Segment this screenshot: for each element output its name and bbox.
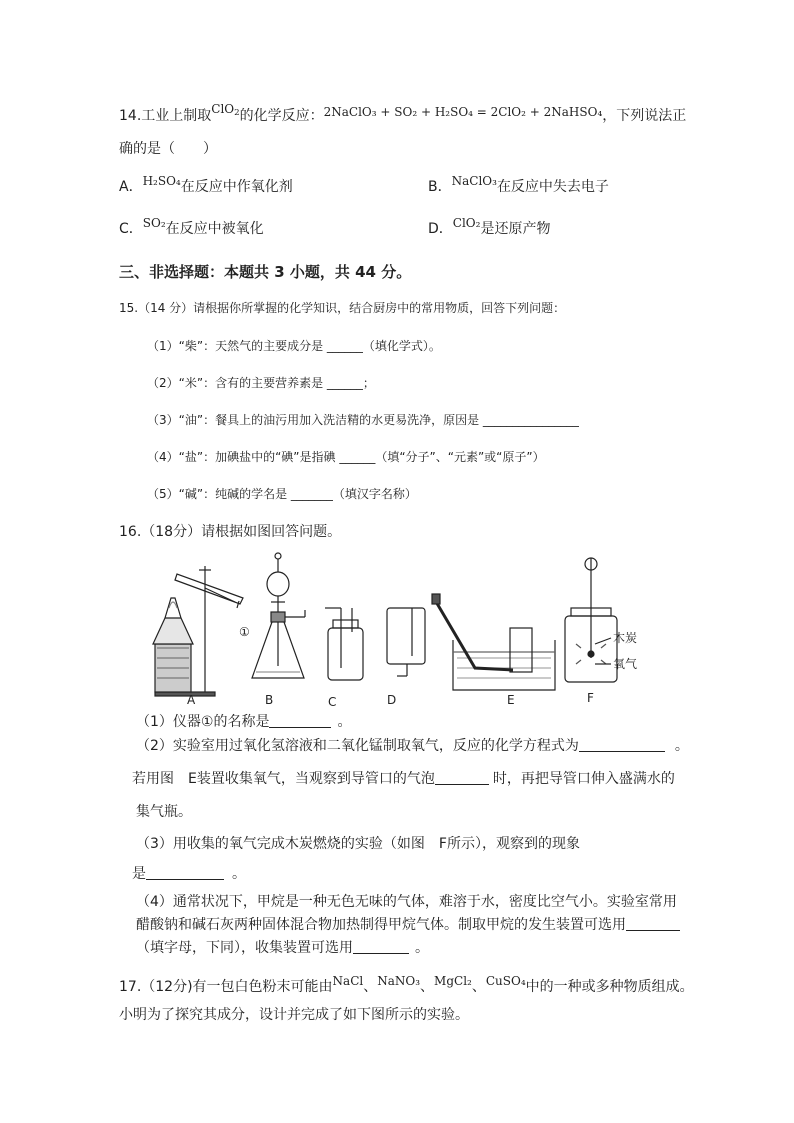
q14-line2: 确的是（ ）	[119, 141, 217, 157]
blank	[146, 865, 224, 880]
label-b: B	[265, 693, 274, 707]
label-d: D	[387, 693, 397, 707]
apparatus-figure	[135, 548, 665, 710]
option-c-formula: SO₂	[142, 216, 166, 230]
apparatus-c	[325, 608, 363, 680]
formula-nacl: NaCl	[332, 974, 364, 988]
q14-prefix: 14.工业上制取	[119, 108, 212, 124]
q15-part3: （3）“油”：餐具上的油污用加入洗洁精的水更易洗净，原因是 ________________	[147, 413, 579, 427]
apparatus-f	[565, 558, 617, 682]
q16-part2-line3: 集气瓶。	[136, 804, 192, 820]
blank	[269, 713, 331, 728]
apparatus-a	[153, 566, 243, 696]
q16-stem: 16.（18分）请根据如图回答问题。	[119, 524, 342, 540]
q14-option-c: C．SO₂在反应中被氧化	[119, 216, 264, 237]
q16-part1: （1）仪器①的名称是 。	[136, 714, 352, 730]
blank	[353, 939, 409, 954]
label-c: C	[328, 695, 337, 709]
option-a-formula: H₂SO₄	[142, 174, 181, 188]
q16-part2-line1: （2）实验室用过氧化氢溶液和二氧化锰制取氧气，反应的化学方程式为 。	[136, 738, 689, 754]
q14-clo2: ClO$_2$	[211, 102, 240, 119]
q16-part3-line1: （3）用收集的氧气完成木炭燃烧的实验（如图 F所示），观察到的现象	[136, 836, 580, 852]
q15-part4: （4）“盐”：加碘盐中的“碘”是指碘 ______（填“分子”、“元素”或“原子”）	[147, 450, 545, 464]
formula-nano3: NaNO₃	[377, 974, 421, 988]
blank	[626, 916, 680, 931]
blank	[579, 737, 665, 752]
q14-line1	[119, 102, 687, 126]
apparatus-e	[432, 594, 555, 690]
q14-option-a: A．H₂SO₄在反应中作氧化剂	[119, 174, 293, 195]
q16-part4-line1: （4）通常状况下，甲烷是一种无色无味的气体，难溶于水，密度比空气小。实验室常用	[136, 894, 677, 910]
q15-part2: （2）“米”：含有的主要营养素是 ______；	[147, 376, 375, 390]
blank	[435, 770, 489, 785]
circle-one-label: ①	[239, 625, 250, 639]
q16-part4-line2: 醋酸钠和碱石灰两种固体混合物加热制得甲烷气体。制取甲烷的发生装置可选用	[136, 915, 680, 935]
oxygen-label: 氧气	[613, 657, 638, 671]
label-f: F	[587, 691, 594, 705]
q14-equation: 2NaClO₃ + SO₂ + H₂SO₄ = 2ClO₂ + 2NaHSO₄	[323, 105, 603, 119]
q16-part3-line2: 是 。	[132, 866, 246, 882]
q17-line2: 小明为了探究其成分，设计并完成了如下图所示的实验。	[119, 1007, 469, 1023]
section-3-title: 三、非选择题：本题共 3 小题，共 44 分。	[119, 263, 412, 281]
label-a: A	[187, 693, 196, 707]
formula-cuso4: CuSO₄	[485, 974, 526, 988]
q14-option-d: D．ClO₂是还原产物	[428, 216, 551, 237]
option-b-formula: NaClO₃	[451, 174, 497, 188]
q14-suffix: ，下列说法正	[602, 108, 687, 124]
label-e: E	[507, 693, 515, 707]
q16-part2-line2: 若用图 E装置收集氧气，当观察到导管口的气泡 时，再把导管口伸入盛满水的	[132, 771, 675, 787]
q14-mid: 的化学反应：	[239, 108, 324, 124]
formula-mgcl2: MgCl₂	[434, 974, 472, 988]
apparatus-b	[252, 553, 305, 678]
q15-part5: （5）“碱”：纯碱的学名是 _______（填汉字名称）	[147, 487, 417, 501]
q17-line1: 17.（12分)有一包白色粉末可能由NaCl、NaNO₃、MgCl₂、CuSO₄中的一种或多种物质组成。	[119, 974, 694, 995]
q15-stem: 15.（14 分）请根据你所掌握的化学知识，结合厨房中的常用物质，回答下列问题：	[119, 301, 566, 315]
apparatus-d	[387, 608, 425, 676]
q16-part4-line3: （填字母，下同），收集装置可选用 。	[136, 940, 429, 956]
q14-option-b: B．NaClO₃在反应中失去电子	[428, 174, 609, 195]
q15-part1: （1）“柴”：天然气的主要成分是 ______（填化学式）。	[147, 339, 441, 353]
option-d-formula: ClO₂	[452, 216, 481, 230]
charcoal-label: 木炭	[613, 631, 638, 645]
